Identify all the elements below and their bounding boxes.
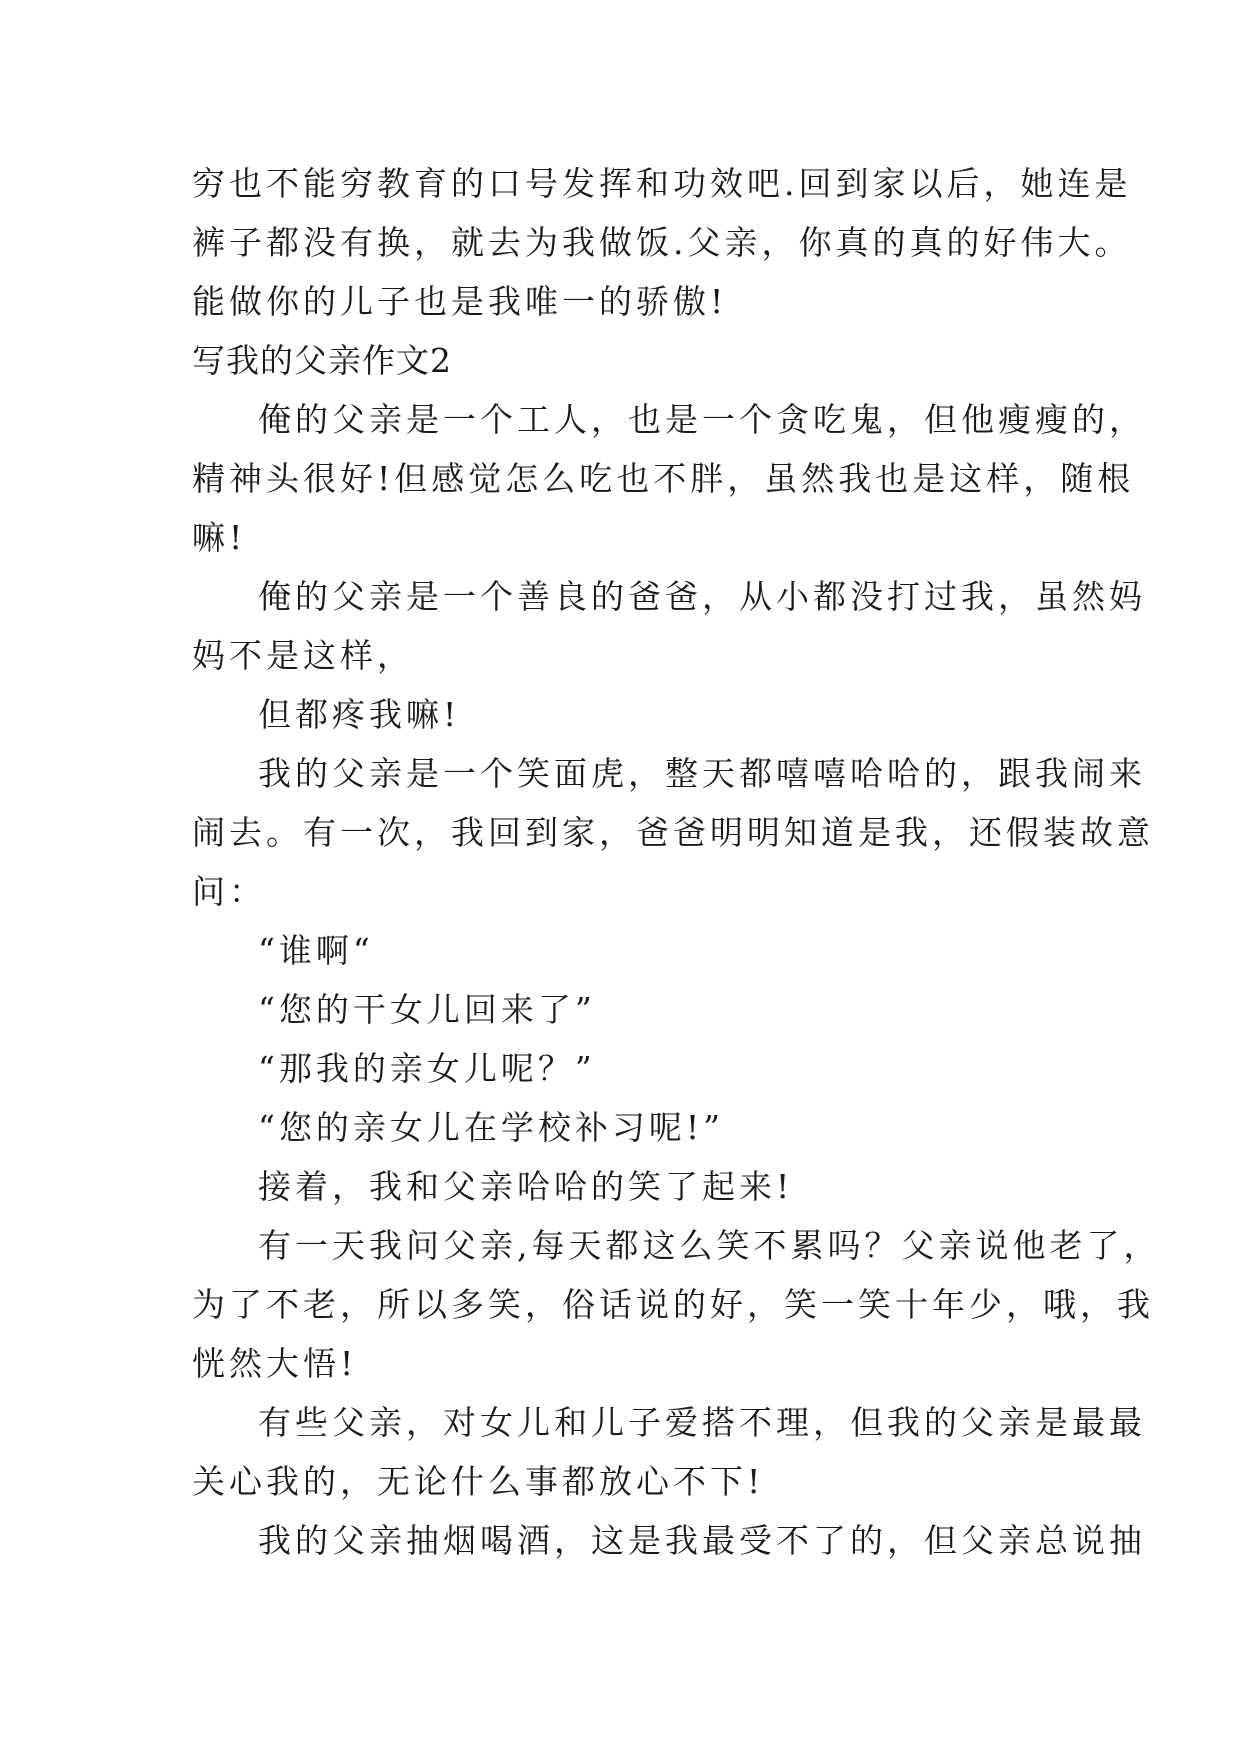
paragraph-line: 穷也不能穷教育的口号发挥和功效吧.回到家以后，她连是 [192, 164, 1132, 203]
paragraph-line: 但都疼我嘛! [258, 695, 461, 734]
paragraph-line: 关心我的，无论什么事都放心不下! [192, 1462, 765, 1501]
dialogue-line: “您的干女儿回来了” [258, 990, 596, 1029]
paragraph-line: 闹去。有一次，我回到家，爸爸明明知道是我，还假装故意 [192, 813, 1154, 852]
paragraph-line: 接着，我和父亲哈哈的笑了起来! [258, 1167, 794, 1206]
paragraph-line: 裤子都没有换，就去为我做饭.父亲，你真的真的好伟大。 [192, 223, 1132, 262]
dialogue-line: “您的亲女儿在学校补习呢!” [258, 1108, 725, 1147]
paragraph-line: 妈不是这样， [192, 636, 414, 675]
paragraph-line: 能做你的儿子也是我唯一的骄傲! [192, 282, 728, 321]
paragraph-line: 恍然大悟! [192, 1344, 358, 1383]
section-heading: 写我的父亲作文2 [192, 341, 452, 380]
paragraph-line: 俺的父亲是一个善良的爸爸，从小都没打过我，虽然妈 [258, 577, 1146, 616]
paragraph-line: 我的父亲是一个笑面虎，整天都嘻嘻哈哈的，跟我闹来 [258, 754, 1146, 793]
paragraph-line: 精神头很好!但感觉怎么吃也不胖，虽然我也是这样，随根 [192, 459, 1135, 498]
paragraph-line: 嘛! [192, 518, 247, 557]
dialogue-line: “那我的亲女儿呢？” [258, 1049, 596, 1088]
dialogue-line: “谁啊“ [258, 931, 374, 970]
paragraph-line: 俺的父亲是一个工人，也是一个贪吃鬼，但他瘦瘦的， [258, 400, 1146, 439]
paragraph-line: 有些父亲，对女儿和儿子爱搭不理，但我的父亲是最最 [258, 1403, 1146, 1442]
paragraph-line: 有一天我问父亲,每天都这么笑不累吗？父亲说他老了， [258, 1226, 1161, 1265]
paragraph-line: 我的父亲抽烟喝酒，这是我最受不了的，但父亲总说抽 [258, 1521, 1146, 1560]
paragraph-line: 为了不老，所以多笑，俗话说的好，笑一笑十年少，哦，我 [192, 1285, 1154, 1324]
paragraph-line: 问： [192, 872, 266, 911]
